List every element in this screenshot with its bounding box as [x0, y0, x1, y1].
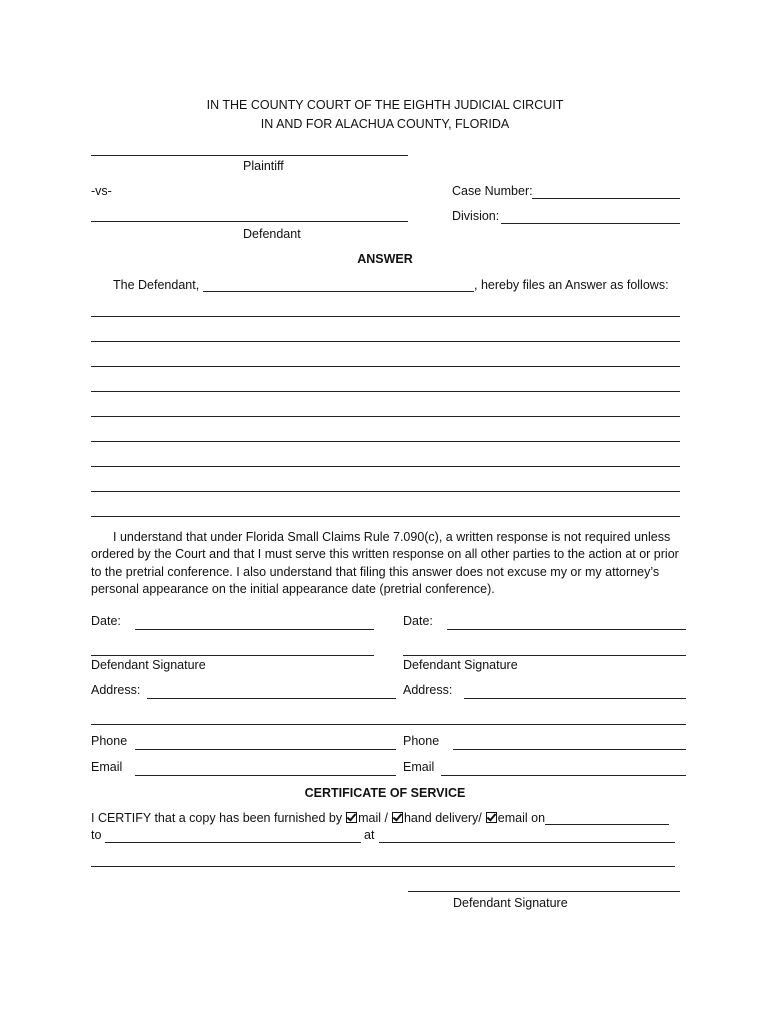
signature-line-left[interactable] — [91, 655, 374, 656]
service-date-field[interactable] — [545, 824, 669, 825]
defendant-name-line[interactable] — [91, 221, 408, 222]
defendant-signature-label-left: Defendant Signature — [91, 658, 206, 672]
certificate-signature-line[interactable] — [408, 891, 680, 892]
hand-delivery-checkbox[interactable] — [392, 812, 403, 823]
rule-statement: I understand that under Florida Small Claims Rule 7.090(c), a written response is not required unless ordered by the Court and that I must serve this written response on all other parties to the action at or prior to the pretrial conference. I also understand that filing this answer does not excuse my or my attorney’s personal appearance on the initial appearance date (pretrial conference). — [91, 530, 679, 596]
vs-label: -vs- — [91, 184, 112, 198]
case-number-label: Case Number: — [452, 184, 533, 198]
division-label: Division: — [452, 209, 500, 223]
mail-checkbox[interactable] — [346, 812, 357, 823]
division-field[interactable] — [501, 223, 680, 224]
address-field-right[interactable] — [464, 698, 686, 699]
service-at-field[interactable] — [379, 842, 675, 843]
service-to-field[interactable] — [105, 842, 361, 843]
answer-line[interactable] — [91, 391, 680, 392]
answer-line[interactable] — [91, 491, 680, 492]
plaintiff-label: Plaintiff — [243, 159, 284, 173]
answer-line[interactable] — [91, 316, 680, 317]
phone-label-left: Phone — [91, 734, 128, 748]
court-title-line1: IN THE COUNTY COURT OF THE EIGHTH JUDICIAL CIRCUIT — [206, 98, 564, 112]
certificate-title: CERTIFICATE OF SERVICE — [304, 786, 466, 800]
defendant-label: Defendant — [243, 227, 301, 241]
certify-prefix: I CERTIFY that a copy has been furnished by — [91, 811, 343, 825]
at-label: at — [364, 828, 375, 842]
date-field-left[interactable] — [135, 629, 374, 630]
date-label-right: Date: — [403, 614, 433, 628]
answer-line[interactable] — [91, 516, 680, 517]
phone-label-right: Phone — [403, 734, 440, 748]
phone-field-right[interactable] — [453, 749, 686, 750]
date-label-left: Date: — [91, 614, 121, 628]
certify-statement — [91, 811, 545, 825]
answer-line[interactable] — [91, 341, 680, 342]
plaintiff-name-line[interactable] — [91, 155, 408, 156]
email-label-left: Email — [91, 760, 123, 774]
defendant-signature-label-right: Defendant Signature — [403, 658, 518, 672]
email-field-right[interactable] — [441, 775, 686, 776]
certificate-signature-label: Defendant Signature — [453, 896, 568, 910]
address-field-left[interactable] — [147, 698, 396, 699]
signature-line-right[interactable] — [403, 655, 686, 656]
email-checkbox[interactable] — [486, 812, 497, 823]
email-label-right: Email — [403, 760, 435, 774]
case-number-field[interactable] — [532, 198, 680, 199]
address-continuation-line[interactable] — [91, 724, 686, 725]
address-label-left: Address: — [91, 683, 141, 697]
answer-line[interactable] — [91, 466, 680, 467]
email-delivery-label: email on — [497, 811, 546, 825]
date-field-right[interactable] — [447, 629, 686, 630]
hand-delivery-label: hand delivery/ — [403, 811, 482, 825]
answer-title: ANSWER — [357, 252, 413, 266]
answer-line[interactable] — [91, 416, 680, 417]
phone-field-left[interactable] — [135, 749, 396, 750]
email-field-left[interactable] — [135, 775, 396, 776]
answer-intro-prefix: The Defendant, — [113, 278, 200, 292]
answer-line[interactable] — [91, 441, 680, 442]
answer-intro-suffix: , hereby files an Answer as follows: — [474, 278, 669, 292]
court-title-line2: IN AND FOR ALACHUA COUNTY, FLORIDA — [260, 117, 510, 131]
answer-line[interactable] — [91, 366, 680, 367]
address-label-right: Address: — [403, 683, 453, 697]
to-label: to — [91, 828, 102, 842]
defendant-name-field[interactable] — [203, 291, 474, 292]
mail-label: mail / — [358, 811, 388, 825]
service-address-line[interactable] — [91, 866, 675, 867]
